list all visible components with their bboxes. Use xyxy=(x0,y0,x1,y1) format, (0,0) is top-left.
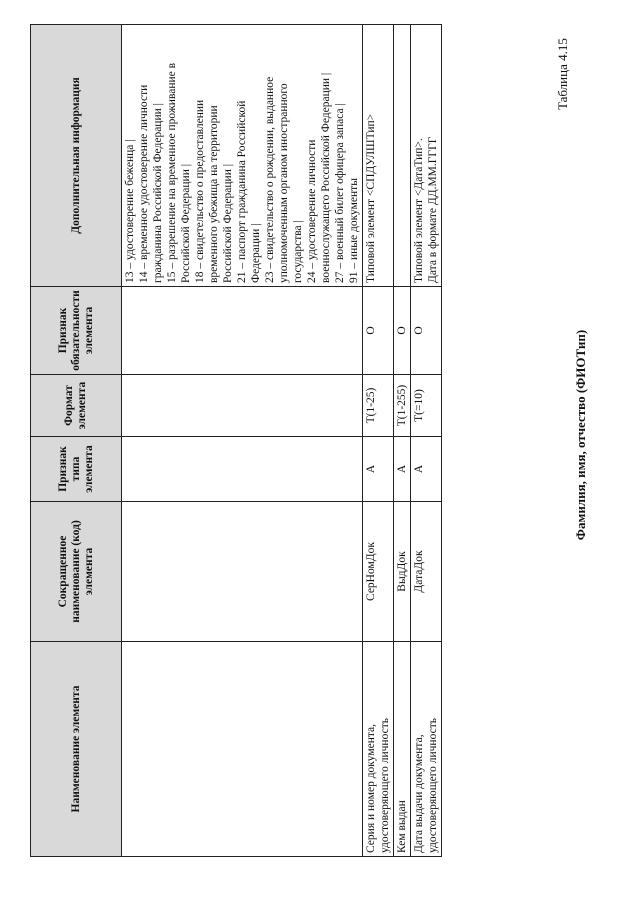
cell-type: А xyxy=(394,437,411,502)
table-row xyxy=(394,25,411,857)
cell-name: Дата выдачи документа, удостоверяющего личность xyxy=(411,642,442,857)
info-line: 24 – удостоверение личности xyxy=(306,139,318,283)
cell-required xyxy=(122,287,363,375)
table-caption: Фамилия, имя, отчество (ФИОТип) xyxy=(573,329,588,541)
table-row xyxy=(411,25,442,857)
cell-name: Серия и номер документа, удостоверяющего личность xyxy=(363,642,394,857)
cell-type: А xyxy=(363,437,394,502)
table-row xyxy=(363,25,394,857)
info-line: 91 – иные документы xyxy=(348,178,360,283)
cell-type: А xyxy=(411,437,442,502)
info-line: военнослужащего Российской Федерации | xyxy=(320,72,332,283)
cell-format: T(=10) xyxy=(411,375,442,437)
cell-format: T(1-255) xyxy=(394,375,411,437)
cell-format: T(1-25) xyxy=(363,375,394,437)
info-line: Дата в формате ДД.ММ.ГГГГ xyxy=(427,136,439,283)
cell-required: О xyxy=(363,287,394,375)
header-type: Признак типа элемента xyxy=(31,437,122,502)
header-format: Формат элемента xyxy=(31,375,122,437)
info-line: гражданина Российской Федерации | xyxy=(152,103,164,283)
cell-required: О xyxy=(411,287,442,375)
cell-type xyxy=(122,437,363,502)
table-row xyxy=(122,25,363,857)
info-line: Типовой элемент <ДатаТип>. xyxy=(413,138,425,283)
cell-name xyxy=(122,642,363,857)
info-line: 23 – свидетельство о рождении, выданное xyxy=(264,76,276,283)
cell-code xyxy=(122,502,363,642)
info-line: Российской Федерации | xyxy=(222,163,234,283)
info-line: временного убежища на территории xyxy=(208,105,220,283)
cell-format xyxy=(122,375,363,437)
header-info: Дополнительная информация xyxy=(31,25,122,287)
info-line: 14 – временное удостоверение личности xyxy=(138,84,150,283)
info-line: Российской Федерации | xyxy=(180,163,192,283)
info-line: уполномоченным органом иностранного xyxy=(278,83,290,283)
elements-table xyxy=(30,24,442,857)
cell-name: Кем выдан xyxy=(394,642,411,857)
header-required: Признак обязательности элемента xyxy=(31,287,122,375)
cell-required: О xyxy=(394,287,411,375)
cell-code: СерНомДок xyxy=(363,502,394,642)
info-line: 13 – удостоверение беженца | xyxy=(124,139,136,283)
info-line: 18 – свидетельство о предоставлении xyxy=(194,99,206,283)
info-line: государства | xyxy=(292,220,304,283)
header-code: Сокращенное наименование (код) элемента xyxy=(31,502,122,642)
cell-info xyxy=(122,25,363,287)
cell-info xyxy=(394,25,411,287)
info-line: Типовой элемент <СПДУЛШТип> xyxy=(365,113,377,283)
cell-info xyxy=(411,25,442,287)
table-number: Таблица 4.15 xyxy=(555,38,570,110)
info-line: 21 – паспорт гражданина Российской xyxy=(236,100,248,283)
header-name: Наименование элемента xyxy=(31,642,122,857)
cell-code: ВыдДок xyxy=(394,502,411,642)
info-line: 27 – военный билет офицера запаса | xyxy=(334,103,346,283)
header-row xyxy=(31,25,122,857)
cell-info xyxy=(363,25,394,287)
table-body xyxy=(122,25,442,857)
info-line: Федерации | xyxy=(250,223,262,283)
cell-code: ДатаДок xyxy=(411,502,442,642)
info-line: 15 – разрешение на временное проживание в xyxy=(166,62,178,283)
